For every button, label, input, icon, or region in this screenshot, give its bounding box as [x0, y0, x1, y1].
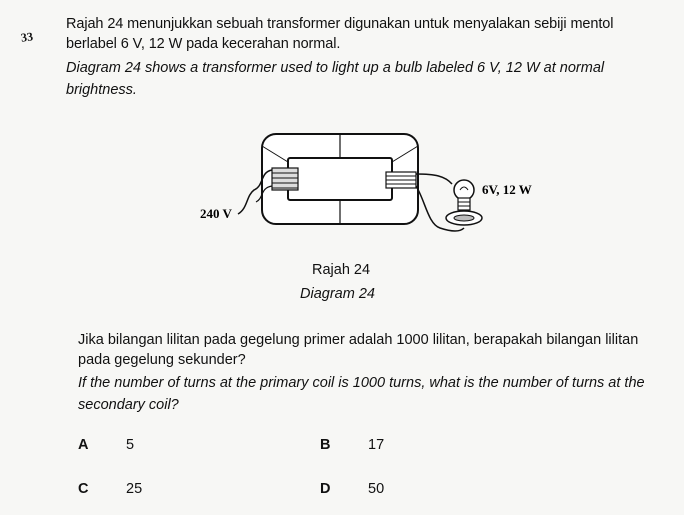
- transformer-core-window: [288, 158, 392, 200]
- question-prompt-malay: Jika bilangan lilitan pada gegelung primer adalah 1000 lilitan, berapakah bilangan lilitan pada gegelung sekunder?: [78, 332, 639, 368]
- question-stem-english: Diagram 24 shows a transformer used to light up a bulb labeled 6 V, 12 W at normal brightness.: [66, 60, 605, 98]
- option-letter: C: [78, 481, 89, 497]
- bulb-icon: [446, 180, 482, 225]
- option-c[interactable]: [78, 481, 142, 497]
- option-value: 5: [126, 437, 135, 453]
- question-stem-malay: Rajah 24 menunjukkan sebuah transformer digunakan untuk menyalakan sebiji mentol berlabel 6 V, 12 W pada kecerahan normal.: [66, 16, 614, 52]
- question-prompt-english: If the number of turns at the primary coil is 1000 turns, what is the number of turns at the secondary coil?: [78, 375, 645, 413]
- option-value: 25: [126, 481, 143, 497]
- option-b[interactable]: [320, 437, 384, 453]
- secondary-lead-wire-1: [416, 174, 452, 184]
- option-letter: B: [320, 437, 331, 453]
- option-a[interactable]: [78, 437, 134, 453]
- transformer-diagram: [190, 128, 540, 258]
- option-value: 17: [368, 437, 385, 453]
- bulb-rating-label: 6V, 12 W: [482, 182, 532, 197]
- primary-coil: [272, 168, 298, 190]
- option-value: 50: [368, 481, 385, 497]
- option-letter: D: [320, 481, 331, 497]
- option-d[interactable]: [320, 481, 384, 497]
- secondary-coil: [386, 172, 416, 188]
- primary-voltage-label: 240 V: [200, 206, 232, 221]
- option-letter: A: [78, 437, 89, 453]
- diagram-caption-malay: Rajah 24: [312, 262, 371, 278]
- question-number: 33: [20, 29, 34, 45]
- diagram-caption-english: Diagram 24: [300, 286, 375, 302]
